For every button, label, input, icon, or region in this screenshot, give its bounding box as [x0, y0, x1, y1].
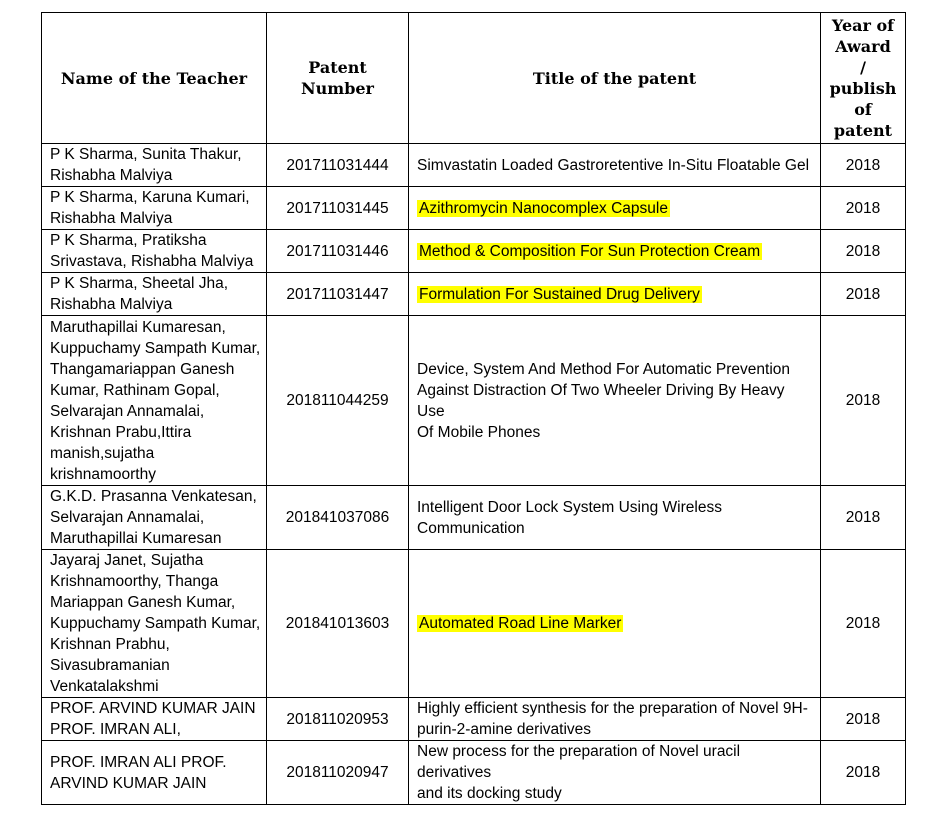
patent-title-line: Highly efficient synthesis for the preparation of Novel 9H-	[417, 700, 808, 717]
patent-title-cell	[409, 698, 821, 741]
table-row	[42, 698, 906, 741]
header-name: Name of the Teacher	[42, 13, 267, 144]
header-number-line: Patent	[308, 58, 367, 77]
table-row	[42, 486, 906, 550]
patent-number-cell: 201711031446	[267, 230, 409, 273]
patent-number-cell: 201841037086	[267, 486, 409, 550]
header-year-line: /	[860, 58, 866, 77]
patent-title-highlighted: Automated Road Line Marker	[419, 615, 622, 632]
teacher-name-cell	[42, 273, 267, 316]
patent-year-cell: 2018	[821, 698, 906, 741]
header-number-line: Number	[301, 79, 374, 98]
header-year-line: patent	[833, 121, 893, 140]
teacher-name-line: P K Sharma, Karuna Kumari,	[50, 189, 250, 206]
teacher-name-line: Maruthapillai Kumaresan,	[50, 318, 226, 336]
header-number	[267, 13, 409, 144]
table-row	[42, 741, 906, 805]
teacher-name-line: Krishnan Prabhu,	[50, 636, 170, 653]
header-year	[821, 13, 906, 144]
patent-number-cell: 201711031445	[267, 187, 409, 230]
teacher-name-line: manish,sujatha	[50, 444, 155, 462]
patent-title-cell	[409, 144, 821, 187]
teacher-name-line: P K Sharma, Sunita Thakur,	[50, 146, 242, 163]
patent-year-cell: 2018	[821, 486, 906, 550]
patent-year-cell: 2018	[821, 550, 906, 698]
teacher-name-line: Selvarajan Annamalai,	[50, 509, 205, 526]
teacher-name-line: PROF. IMRAN ALI PROF.	[50, 753, 227, 771]
teacher-name-line: P K Sharma, Sheetal Jha,	[50, 275, 229, 292]
teacher-name-line: Maruthapillai Kumaresan	[50, 530, 222, 547]
patent-number-cell: 201711031447	[267, 273, 409, 316]
patent-title-cell	[409, 550, 821, 698]
teacher-name-line: Srivastava, Rishabha Malviya	[50, 253, 254, 270]
header-year-line: of	[854, 100, 872, 119]
teacher-name-line: Venkatalakshmi	[50, 678, 159, 695]
patent-title-line: Intelligent Door Lock System Using Wireless	[417, 498, 722, 516]
table-row	[42, 550, 906, 698]
header-row	[42, 13, 906, 144]
header-title: Title of the patent	[409, 13, 821, 144]
patent-title-cell	[409, 230, 821, 273]
header-year-line: publish	[829, 79, 897, 98]
teacher-name-line: Kumar, Rathinam Gopal,	[50, 381, 220, 399]
teacher-name-line: Sivasubramanian	[50, 657, 170, 674]
teacher-name-line: Thangamariappan Ganesh	[50, 360, 235, 378]
table-row	[42, 273, 906, 316]
patent-year-cell: 2018	[821, 273, 906, 316]
teacher-name-line: krishnamoorthy	[50, 465, 156, 483]
teacher-name-line: Jayaraj Janet, Sujatha	[50, 552, 204, 569]
patent-number-cell: 201811044259	[267, 316, 409, 486]
table-row	[42, 144, 906, 187]
patent-title-line: and its docking study	[417, 785, 562, 802]
patent-year-cell: 2018	[821, 144, 906, 187]
teacher-name-line: Mariappan Ganesh Kumar,	[50, 594, 236, 611]
patent-title-highlighted: Method & Composition For Sun Protection Cream	[419, 242, 761, 260]
patent-title-cell	[409, 273, 821, 316]
teacher-name-line: Kuppuchamy Sampath Kumar,	[50, 615, 261, 632]
teacher-name-line: Rishabha Malviya	[50, 210, 173, 227]
teacher-name-cell	[42, 698, 267, 741]
patent-title-line: Of Mobile Phones	[417, 423, 541, 441]
patent-number-cell: 201811020953	[267, 698, 409, 741]
patent-year-cell: 2018	[821, 187, 906, 230]
patent-title-highlighted: Formulation For Sustained Drug Delivery	[419, 285, 700, 303]
teacher-name-line: Rishabha Malviya	[50, 296, 173, 313]
patent-number-cell: 201811020947	[267, 741, 409, 805]
teacher-name-line: PROF. ARVIND KUMAR JAIN	[50, 700, 256, 717]
patent-title-line: purin-2-amine derivatives	[417, 721, 592, 738]
table-row	[42, 230, 906, 273]
patent-title-line: Device, System And Method For Automatic Prevention	[417, 360, 791, 378]
patent-year-cell: 2018	[821, 741, 906, 805]
teacher-name-line: PROF. IMRAN ALI,	[50, 721, 181, 738]
teacher-name-cell	[42, 316, 267, 486]
teacher-name-cell	[42, 550, 267, 698]
teacher-name-line: Krishnamoorthy, Thanga	[50, 573, 219, 590]
patent-title-line: Simvastatin Loaded Gastroretentive In-Situ Floatable Gel	[417, 156, 810, 174]
patent-title-line: Against Distraction Of Two Wheeler Driving By Heavy Use	[417, 381, 785, 420]
patent-title-cell	[409, 486, 821, 550]
teacher-name-cell	[42, 144, 267, 187]
table-row	[42, 316, 906, 486]
teacher-name-line: ARVIND KUMAR JAIN	[50, 774, 207, 792]
teacher-name-cell	[42, 187, 267, 230]
patent-title-cell	[409, 741, 821, 805]
table-row	[42, 187, 906, 230]
patent-title-cell	[409, 187, 821, 230]
teacher-name-line: Krishnan Prabu,Ittira	[50, 423, 192, 441]
teacher-name-line: Kuppuchamy Sampath Kumar,	[50, 339, 261, 357]
teacher-name-cell	[42, 486, 267, 550]
patent-year-cell: 2018	[821, 230, 906, 273]
patent-title-line: Communication	[417, 519, 525, 537]
patent-title-highlighted: Azithromycin Nanocomplex Capsule	[419, 199, 668, 217]
patent-table	[41, 12, 906, 805]
teacher-name-cell	[42, 230, 267, 273]
header-year-line: Year of	[831, 16, 895, 35]
teacher-name-line: P K Sharma, Pratiksha	[50, 232, 207, 249]
patent-number-cell: 201841013603	[267, 550, 409, 698]
teacher-name-cell	[42, 741, 267, 805]
header-year-line: Award	[835, 37, 891, 56]
teacher-name-line: Rishabha Malviya	[50, 167, 173, 184]
patent-year-cell: 2018	[821, 316, 906, 486]
teacher-name-line: G.K.D. Prasanna Venkatesan,	[50, 488, 257, 505]
teacher-name-line: Selvarajan Annamalai,	[50, 402, 205, 420]
patent-title-line: New process for the preparation of Novel uracil derivatives	[417, 743, 741, 781]
patent-number-cell: 201711031444	[267, 144, 409, 187]
patent-title-cell	[409, 316, 821, 486]
